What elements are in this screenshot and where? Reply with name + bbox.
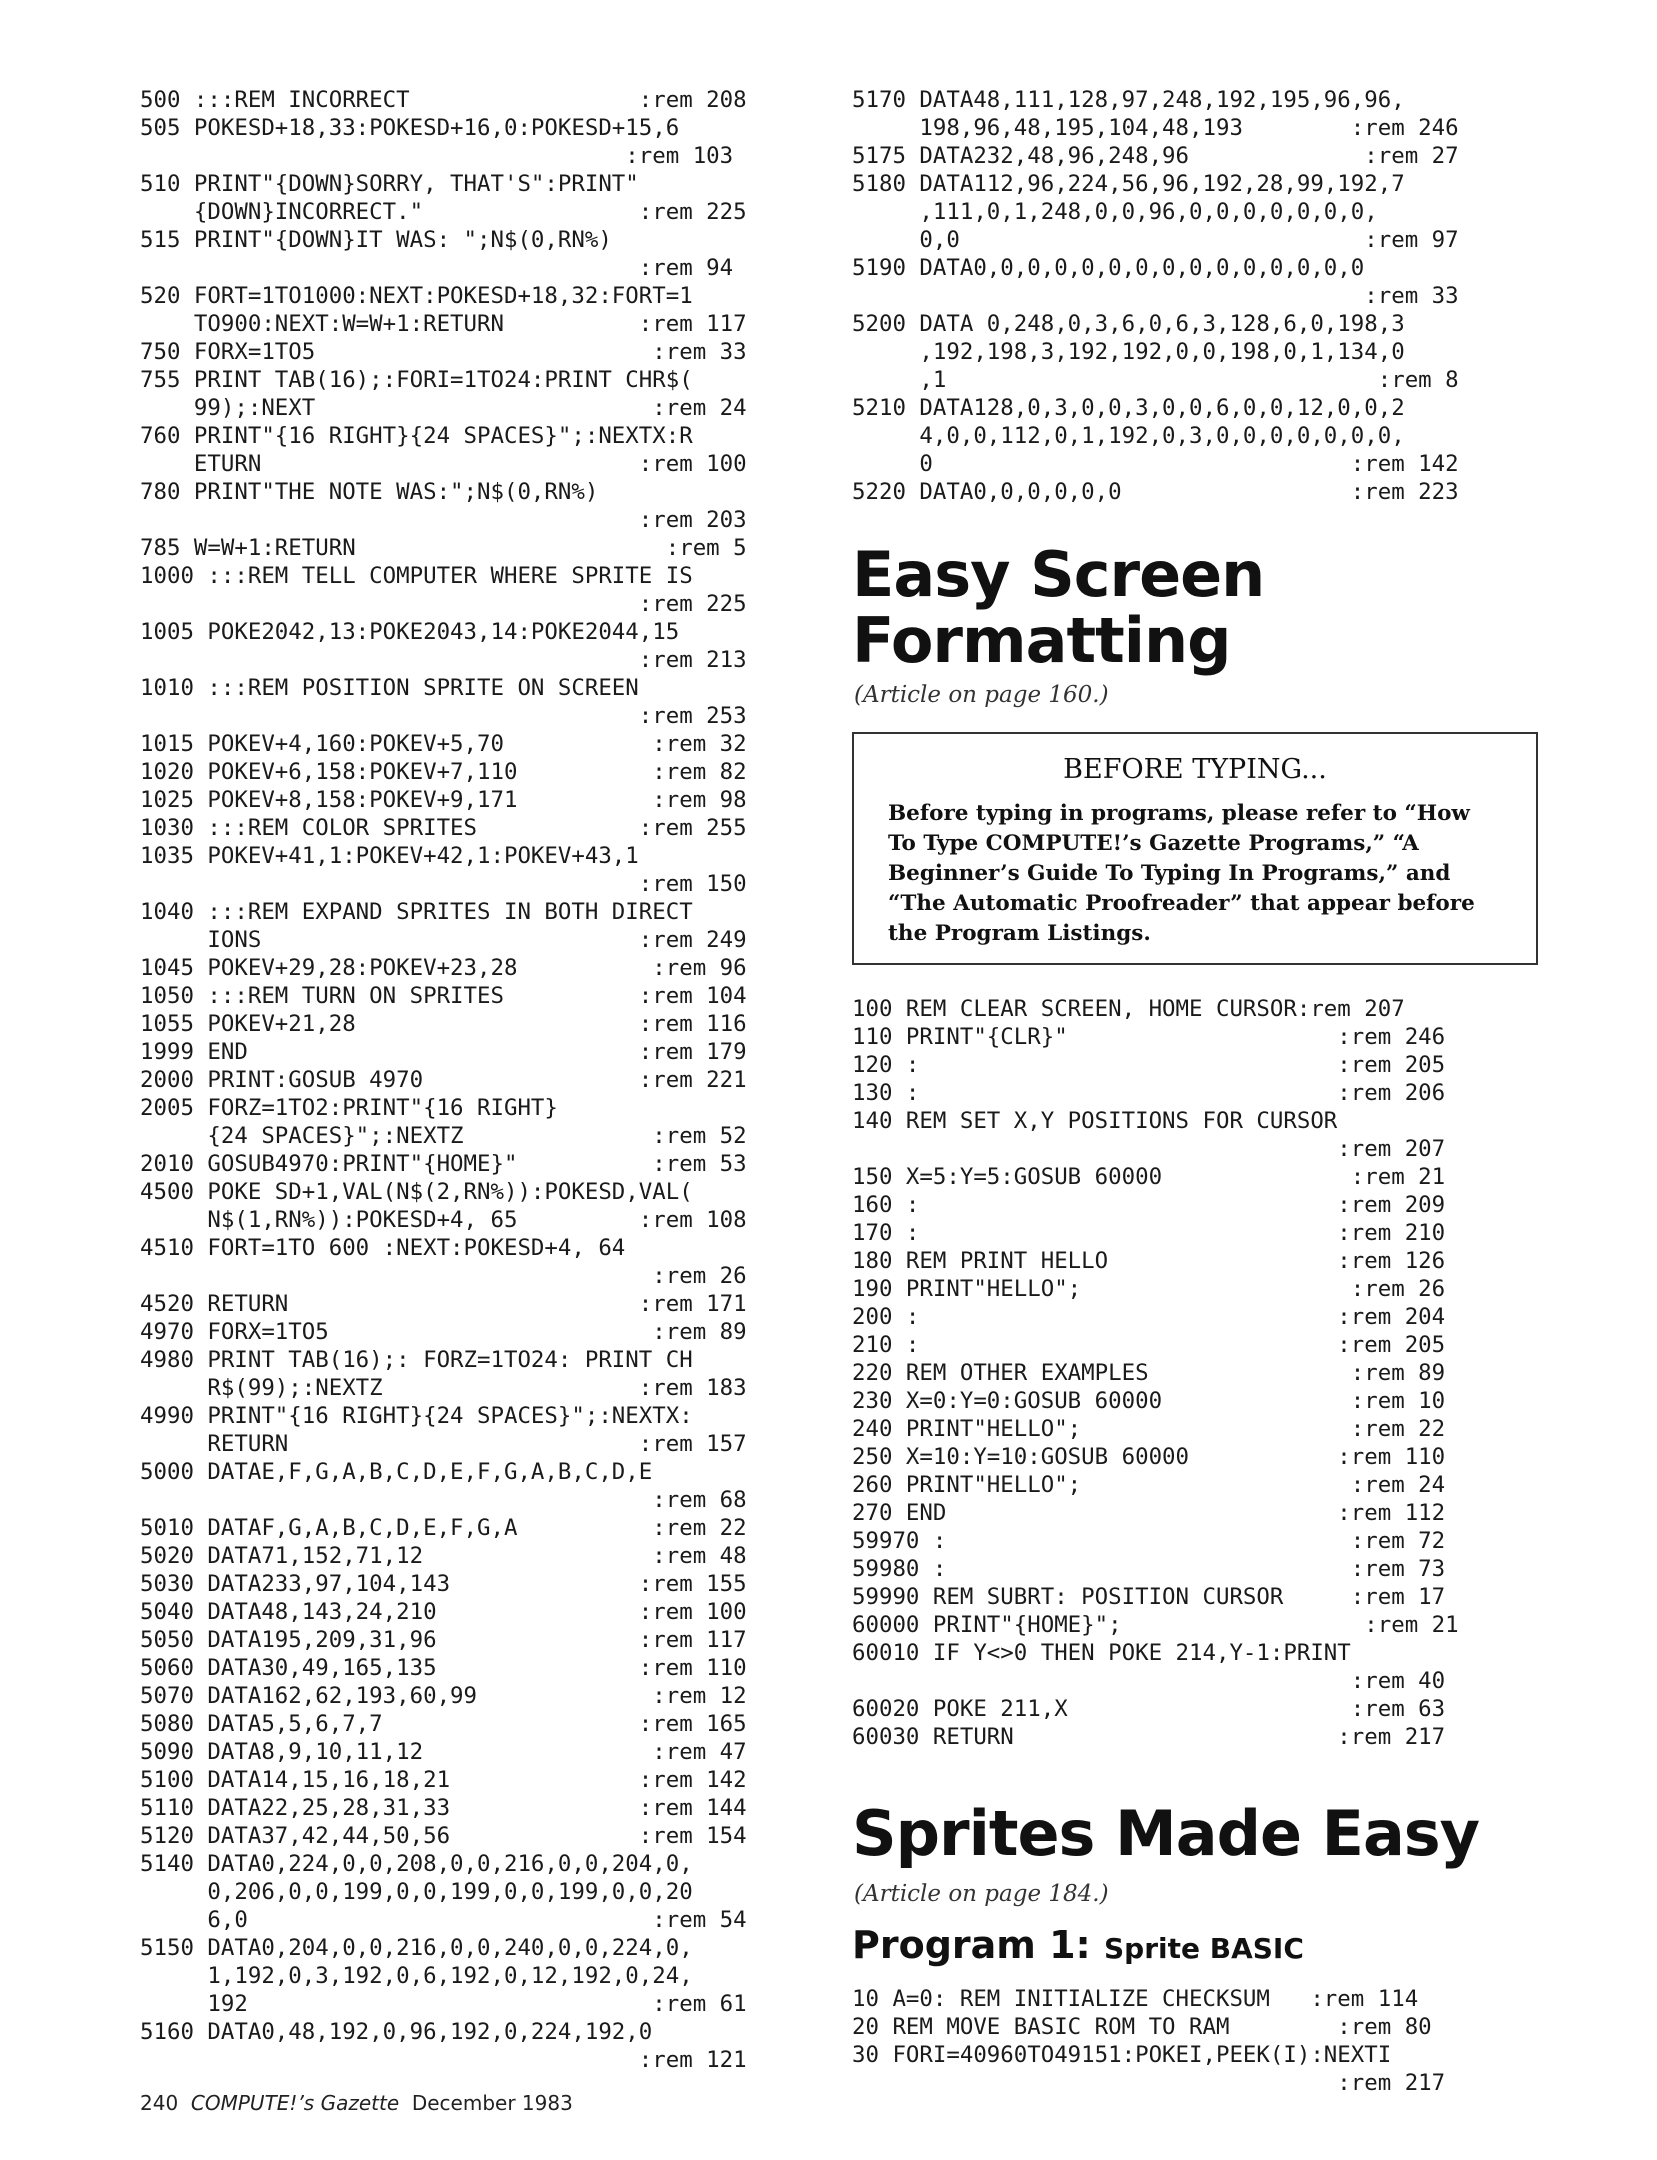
page-footer — [140, 2091, 573, 2115]
easy-screen-heading: Easy Screen Formatting — [852, 538, 1265, 677]
sprites-listing: 10 A=0: REM INITIALIZE CHECKSUM :rem 114 20 REM MOVE BASIC ROM TO RAM :rem 80 30 FORI=40960TO49151:POKEI,PEEK(I):NEXTI :rem 217 — [852, 1986, 1446, 2096]
program-listing-left: 500 :::REM INCORRECT :rem 208 505 POKESD+18,33:POKESD+16,0:POKESD+15,6 :rem 103 510 PRINT"{DOWN}SORRY, THAT'S":PRINT" {DOWN}INCORRECT." :rem 225 515 PRINT"{DOWN}IT WAS: ";N$(0,RN%) :rem 94 520 FORT=1TO1000:NEXT:POKESD+18,32:FORT=1 TO900:NEXT:W=W+1:RETURN :rem 117 750 FORX=1TO5 :rem 33 755 PRINT TAB(16);:FORI=1TO24:PRINT CHR$( 99);:NEXT :rem 24 760 PRINT"{16 RIGHT}{24 SPACES}";:NEXTX:R ETURN :rem 100 780 PRINT"THE NOTE WAS:";N$(0,RN%) :rem 203 785 W=W+1:RETURN :rem 5 1000 :::REM TELL COMPUTER WHERE SPRITE IS :rem 225 1005 POKE2042,13:POKE2043,14:POKE2044,15 :rem 213 1010 :::REM POSITION SPRITE ON SCREEN :rem 253 1015 POKEV+4,160:POKEV+5,70 :rem 32 1020 POKEV+6,158:POKEV+7,110 :rem 82 1025 POKEV+8,158:POKEV+9,171 :rem 98 1030 :::REM COLOR SPRITES :rem 255 1035 POKEV+41,1:POKEV+42,1:POKEV+43,1 :rem 150 1040 :::REM EXPAND SPRITES IN BOTH DIRECT IONS :rem 249 1045 POKEV+29,28:POKEV+23,28 :rem 96 1050 :::REM TURN ON SPRITES :rem 104 1055 POKEV+21,28 :rem 116 1999 END :rem 179 2000 PRINT:GOSUB 4970 :rem 221 2005 FORZ=1TO2:PRINT"{16 RIGHT} {24 SPACES}";:NEXTZ :rem 52 2010 GOSUB4970:PRINT"{HOME}" :rem 53 4500 POKE SD+1,VAL(N$(2,RN%)):POKESD,VAL( N$(1,RN%)):POKESD+4, 65 :rem 108 4510 FORT=1TO 600 :NEXT:POKESD+4, 64 :rem 26 4520 RETURN :rem 171 4970 FORX=1TO5 :rem 89 4980 PRINT TAB(16);: FORZ=1TO24: PRINT CH R$(99);:NEXTZ :rem 183 4990 PRINT"{16 RIGHT}{24 SPACES}";:NEXTX: RETURN :rem 157 5000 DATAE,F,G,A,B,C,D,E,F,G,A,B,C,D,E :rem 68 5010 DATAF,G,A,B,C,D,E,F,G,A :rem 22 5020 DATA71,152,71,12 :rem 48 5030 DATA233,97,104,143 :rem 155 5040 DATA48,143,24,210 :rem 100 5050 DATA195,209,31,96 :rem 117 5060 DATA30,49,165,135 :rem 110 5070 DATA162,62,193,60,99 :rem 12 5080 DATA5,5,6,7,7 :rem 165 5090 DATA8,9,10,11,12 :rem 47 5100 DATA14,15,16,18,21 :rem 142 5110 DATA22,25,28,31,33 :rem 144 5120 DATA37,42,44,50,56 :rem 154 5140 DATA0,224,0,0,208,0,0,216,0,0,204,0, 0,206,0,0,199,0,0,199,0,0,199,0,0,20 6,0 :rem 54 5150 DATA0,204,0,0,216,0,0,240,0,0,224,0, 1,192,0,3,192,0,6,192,0,12,192,0,24, 192 :rem 61 5160 DATA0,48,192,0,96,192,0,224,192,0 :rem 121 — [140, 87, 747, 2073]
sprites-heading: Sprites Made Easy — [852, 1797, 1480, 1870]
before-typing-box — [852, 732, 1538, 965]
before-typing-text: Before typing in programs, please refer to “How To Type COMPUTE!’s Gazette Programs,” “A Beginner’s Guide To Typing In Programs,” and “The Automatic Proofreader” that appear before the Program Listings. — [888, 801, 1475, 946]
program-listing-continued: 5170 DATA48,111,128,97,248,192,195,96,96, 198,96,48,195,104,48,193 :rem 246 5175 DATA232,48,96,248,96 :rem 27 5180 DATA112,96,224,56,96,192,28,99,192,7 ,111,0,1,248,0,0,96,0,0,0,0,0,0,0, 0,0 :rem 97 5190 DATA0,0,0,0,0,0,0,0,0,0,0,0,0,0,0 :rem 33 5200 DATA 0,248,0,3,6,0,6,3,128,6,0,198,3 ,192,198,3,192,192,0,0,198,0,1,134,0 ,1 :rem 8 5210 DATA128,0,3,0,0,3,0,0,6,0,0,12,0,0,2 4,0,0,112,0,1,192,0,3,0,0,0,0,0,0,0, 0 :rem 142 5220 DATA0,0,0,0,0,0 :rem 223 — [852, 87, 1459, 505]
sprites-article-ref: (Article on page 184.) — [854, 1881, 1109, 1907]
program-label: Program 1: — [852, 1923, 1091, 1967]
right-column — [852, 86, 1542, 2097]
program-name: Sprite BASIC — [1103, 1932, 1304, 1965]
program-1-heading — [852, 1923, 1542, 1971]
left-column — [140, 86, 830, 2074]
issue-date: December 1983 — [411, 2091, 573, 2115]
magazine-name: COMPUTE!’s Gazette — [190, 2091, 400, 2115]
easy-screen-listing: 100 REM CLEAR SCREEN, HOME CURSOR:rem 207 110 PRINT"{CLR}" :rem 246 120 : :rem 205 130 : :rem 206 140 REM SET X,Y POSITIONS FOR CURSOR :rem 207 150 X=5:Y=5:GOSUB 60000 :rem 21 160 : :rem 209 170 : :rem 210 180 REM PRINT HELLO :rem 126 190 PRINT"HELLO"; :rem 26 200 : :rem 204 210 : :rem 205 220 REM OTHER EXAMPLES :rem 89 230 X=0:Y=0:GOSUB 60000 :rem 10 240 PRINT"HELLO"; :rem 22 250 X=10:Y=10:GOSUB 60000 :rem 110 260 PRINT"HELLO"; :rem 24 270 END :rem 112 59970 : :rem 72 59980 : :rem 73 59990 REM SUBRT: POSITION CURSOR :rem 17 60000 PRINT"{HOME}"; :rem 21 60010 IF Y<>0 THEN POKE 214,Y-1:PRINT :rem 40 60020 POKE 211,X :rem 63 60030 RETURN :rem 217 — [852, 996, 1459, 1750]
page-number: 240 — [140, 2091, 179, 2115]
easy-screen-article-ref: (Article on page 160.) — [854, 682, 1109, 708]
before-typing-title: BEFORE TYPING... — [1063, 754, 1327, 785]
